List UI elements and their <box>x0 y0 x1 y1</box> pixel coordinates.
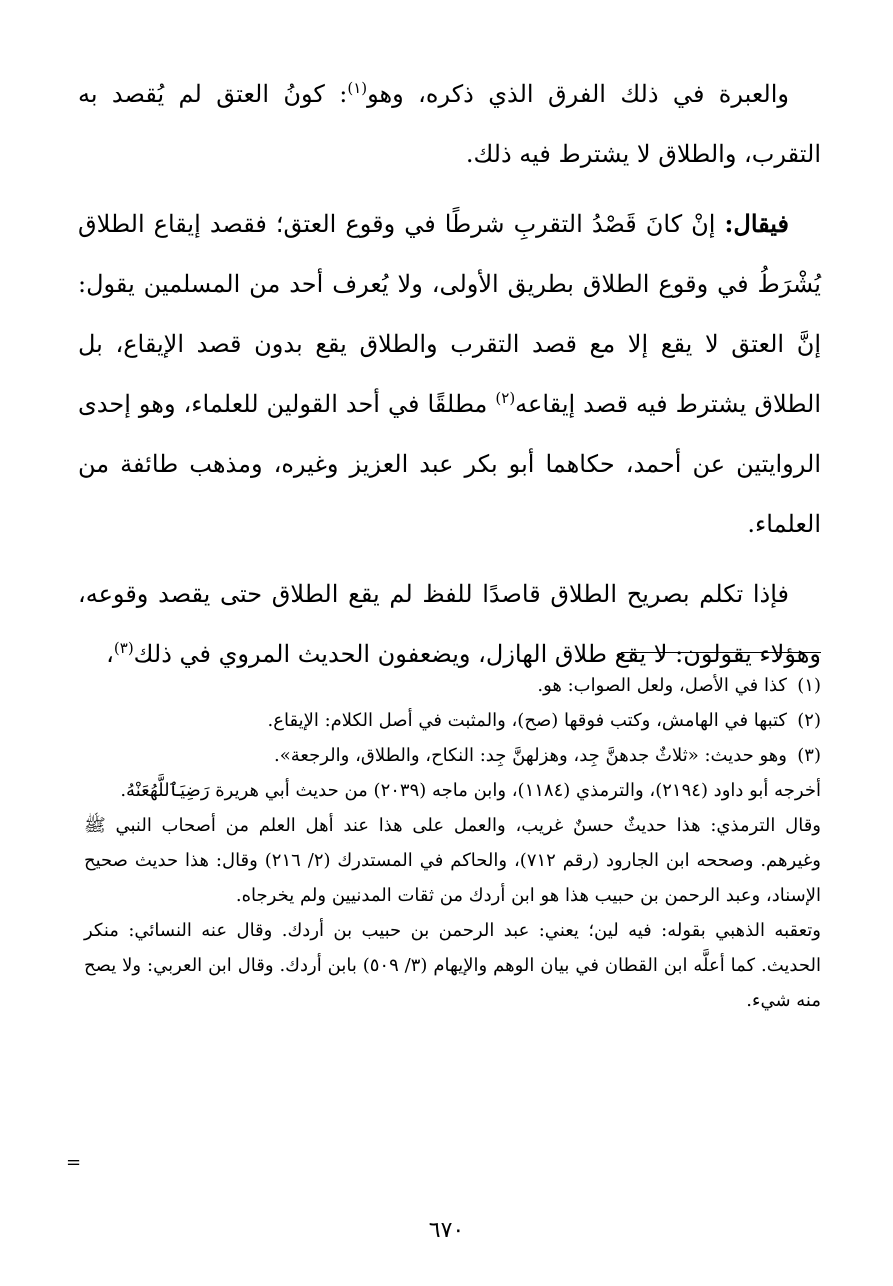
footnote-3 <box>84 738 821 773</box>
footnote-text: كتبها في الهامش، وكتب فوقها (صح)، والمثبت في أصل الكلام: الإيقاع. <box>267 710 787 731</box>
paragraph-text: إنْ كانَ قَصْدُ التقربِ شرطًا في وقوع العتق؛ فقصد إيقاع الطلاق يُشْرَطُ في وقوع الطلاق بطريق الأولى، ولا يُعرف أحد من المسلمين يقول: إنَّ العتق لا يقع إلا مع قصد التقرب والطلاق يقع بدون قصد الإيقاع، بل الطلاق يشترط فيه قصد إيقاعه <box>78 210 821 418</box>
footnote-separator <box>621 652 821 653</box>
paragraph-text: : كونُ العتق لم يُقصد به التقرب، والطلاق لا يشترط فيه ذلك. <box>78 80 821 168</box>
footnote-3-continuation: وتعقبه الذهبي بقوله: فيه لين؛ يعني: عبد الرحمن بن حبيب بن أردك. وقال عنه النسائي: منكر الحديث. كما أعلَّه ابن القطان في بيان الوهم والإيهام (٣/ ٥٠٩) بابن أردك. وقال ابن العربي: ولا يصح منه شيء. <box>84 920 821 1011</box>
paragraph-text: مطلقًا في أحد القولين للعلماء، وهو إحدى الروايتين عن أحمد، حكاهما أبو بكر عبد العزيز وغيره، ومذهب طائفة من العلماء. <box>78 390 821 538</box>
main-text <box>78 64 821 694</box>
footnote-1 <box>84 668 821 703</box>
footnote-ref-2: (٢) <box>495 389 516 407</box>
paragraph-text: فإذا تكلم بصريح الطلاق قاصدًا للفظ لم يقع الطلاق حتى يقصد وقوعه، وهؤلاء يقولون: لا يقع طلاق الهازل، ويضعفون الحديث المروي في ذلك <box>78 580 821 668</box>
footnote-text: وهو حديث: «ثلاثٌ جدهنَّ جِد، وهزلهنَّ جِد: النكاح، والطلاق، والرجعة». <box>274 745 787 766</box>
footnote-number: (٣) <box>797 745 821 766</box>
paragraph-2 <box>78 194 821 554</box>
footnote-number: (١) <box>797 675 821 696</box>
footnote-number: (٢) <box>797 710 821 731</box>
paragraph-text: والعبرة في ذلك الفرق الذي ذكره، وهو <box>367 80 790 108</box>
paragraph-3 <box>78 564 821 684</box>
continuation-mark: = <box>66 1152 82 1173</box>
footnote-ref-1: (١) <box>347 79 368 97</box>
footnote-ref-3: (٣) <box>113 639 134 657</box>
paragraph-1 <box>78 64 821 184</box>
footnote-3-continuation: أخرجه أبو داود (٢١٩٤)، والترمذي (١١٨٤)، وابن ماجه (٢٠٣٩) من حديث أبي هريرة رَضِيَٱللَّهُعَنْهُ. <box>120 780 821 801</box>
page-number: ٦٧٠ <box>428 1218 465 1243</box>
footnote-2 <box>84 703 821 738</box>
footnotes <box>84 668 821 1018</box>
paragraph-text: ، <box>106 640 114 668</box>
footnote-3-continuation: وقال الترمذي: هذا حديثٌ حسنٌ غريب، والعمل على هذا عند أهل العلم من أصحاب النبي ﷺ وغيرهم. وصححه ابن الجارود (رقم ٧١٢)، والحاكم في المستدرك (٢/ ٢١٦) وقال: هذا حديث صحيح الإسناد، وعبد الرحمن بن حبيب هذا هو ابن أردك من ثقات المدنيين ولم يخرجاه. <box>84 815 821 906</box>
paragraph-lead: فيقال: <box>724 209 789 238</box>
footnote-text: كذا في الأصل، ولعل الصواب: هو. <box>537 675 787 696</box>
